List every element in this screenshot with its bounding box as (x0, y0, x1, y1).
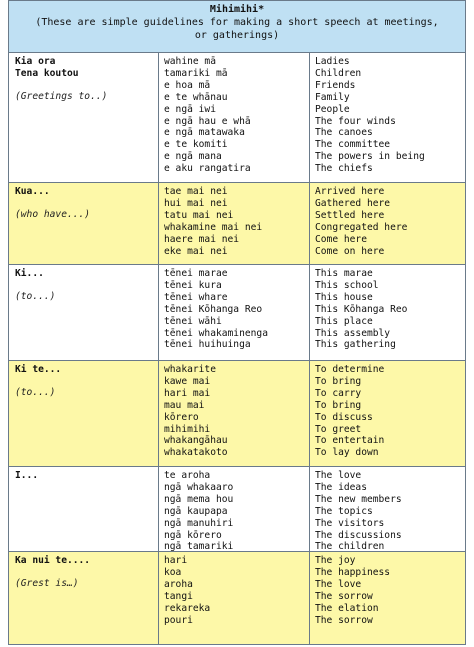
table-section (9, 552, 465, 644)
english-term: To discuss (315, 411, 373, 423)
english-term: Ladies (315, 56, 350, 67)
english-term: To determine (315, 364, 385, 375)
table-section (9, 361, 465, 467)
english-term: The canoes (315, 127, 373, 139)
maori-term: mau mai (164, 399, 205, 411)
english-term: To lay down (315, 447, 379, 459)
maori-term: e te whānau (164, 91, 228, 103)
english-term: Congregated here (315, 221, 408, 233)
table-body (9, 53, 465, 644)
english-term: Come here (315, 233, 367, 245)
lead-phrase: Ka nui te.... (15, 555, 91, 566)
english-term: This house (315, 291, 373, 303)
maori-column (159, 183, 310, 264)
english-term: The four winds (315, 115, 396, 127)
english-term: People (315, 103, 350, 115)
maori-term: e ngā mana (164, 151, 222, 163)
phrase-translation-note: (to...) (15, 290, 56, 302)
maori-term: haere mai nei (164, 233, 240, 245)
english-term: Arrived here (315, 186, 385, 197)
table-header (9, 1, 465, 53)
lead-phrase: Kia ora (15, 56, 56, 67)
english-term: To entertain (315, 435, 385, 447)
english-term: Gathered here (315, 197, 391, 209)
english-column (310, 183, 465, 264)
maori-term: rekareka (164, 602, 211, 614)
english-term: The ideas (315, 481, 367, 493)
english-term: The new members (315, 493, 402, 505)
english-term: The joy (315, 555, 356, 566)
phrase-column (9, 552, 159, 644)
speech-guide-table (8, 0, 466, 645)
maori-term: whakangāhau (164, 435, 228, 447)
maori-term: e ngā matawaka (164, 127, 245, 139)
english-term: This Kōhanga Reo (315, 303, 408, 315)
maori-term: e te komiti (164, 139, 228, 151)
maori-term: aroha (164, 578, 193, 590)
maori-column (159, 53, 310, 182)
maori-term: tēnei huihuinga (164, 339, 251, 351)
english-term: Come on here (315, 245, 385, 257)
maori-term: ngā mema hou (164, 493, 234, 505)
english-term: To bring (315, 375, 362, 387)
maori-term: tangi (164, 590, 193, 602)
english-term: The discussions (315, 529, 402, 541)
maori-term: hui mai nei (164, 197, 228, 209)
maori-term: kawe mai (164, 375, 211, 387)
maori-term: mihimihi (164, 423, 211, 435)
english-term: This place (315, 315, 373, 327)
maori-term: whakamine mai nei (164, 221, 263, 233)
table-section (9, 265, 465, 361)
english-term: The powers in being (315, 151, 425, 163)
maori-term: tēnei marae (164, 268, 228, 279)
english-column (310, 53, 465, 182)
english-term: Children (315, 67, 362, 79)
table-title: Mihimihi* (209, 4, 265, 15)
maori-term: hari (164, 555, 188, 566)
maori-term: tēnei wāhi (164, 315, 222, 327)
lead-phrase: Kua... (15, 186, 50, 197)
maori-term: ngā whakaaro (164, 481, 234, 493)
maori-term: ngā kōrero (164, 529, 222, 541)
maori-term: eke mai nei (164, 245, 228, 257)
phrase-translation-note: (Greetings to..) (15, 90, 108, 102)
maori-term: pouri (164, 614, 193, 626)
table-section (9, 53, 465, 183)
english-column (310, 361, 465, 466)
phrase-translation-note: (to...) (15, 386, 56, 398)
maori-term: te aroha (164, 470, 211, 481)
phrase-column (9, 183, 159, 264)
maori-term: hari mai (164, 387, 211, 399)
english-column (310, 467, 465, 551)
maori-term: tēnei kura (164, 279, 222, 291)
maori-term: whakarite (164, 364, 216, 375)
english-term: The sorrow (315, 590, 373, 602)
maori-term: e aku rangatira (164, 163, 251, 175)
english-term: The love (315, 470, 362, 481)
lead-phrase: Ki... (15, 268, 44, 279)
phrase-column (9, 53, 159, 182)
english-term: The committee (315, 139, 391, 151)
maori-term: tēnei whakaminenga (164, 327, 268, 339)
maori-column (159, 552, 310, 644)
english-term: The children (315, 541, 385, 551)
english-term: To bring (315, 399, 362, 411)
english-term: This school (315, 279, 379, 291)
english-term: This assembly (315, 327, 391, 339)
english-term: The topics (315, 505, 373, 517)
maori-term: e ngā iwi (164, 103, 216, 115)
english-term: Friends (315, 79, 356, 91)
maori-term: whakatakoto (164, 447, 228, 459)
maori-term: ngā manuhiri (164, 517, 234, 529)
english-term: To greet (315, 423, 362, 435)
maori-term: tēnei whare (164, 291, 228, 303)
phrase-column (9, 467, 159, 551)
english-term: This gathering (315, 339, 396, 351)
english-term: Settled here (315, 209, 385, 221)
english-column (310, 265, 465, 360)
english-term: The love (315, 578, 362, 590)
lead-phrase: Tena koutou (15, 67, 79, 79)
english-term: The visitors (315, 517, 385, 529)
english-term: The sorrow (315, 614, 373, 626)
maori-term: e ngā hau e whā (164, 115, 251, 127)
table-section (9, 467, 465, 552)
maori-term: ngā tamariki (164, 541, 234, 551)
english-term: The happiness (315, 566, 391, 578)
table-subtitle-line-1: (These are simple guidelines for making a short speech at meetings, (35, 17, 439, 28)
table-subtitle-line-2: or gatherings) (194, 30, 280, 41)
maori-term: koa (164, 566, 182, 578)
english-term: To carry (315, 387, 362, 399)
phrase-translation-note: (who have...) (15, 208, 91, 220)
maori-term: ngā kaupapa (164, 505, 228, 517)
phrase-column (9, 265, 159, 360)
english-term: Family (315, 91, 350, 103)
lead-phrase: Ki te... (15, 364, 62, 375)
english-column (310, 552, 465, 644)
maori-term: tae mai nei (164, 186, 228, 197)
maori-term: tamariki mā (164, 67, 228, 79)
maori-term: wahine mā (164, 56, 216, 67)
maori-term: e hoa mā (164, 79, 211, 91)
maori-term: tēnei Kōhanga Reo (164, 303, 263, 315)
maori-term: kōrero (164, 411, 199, 423)
phrase-translation-note: (Grest is…) (15, 577, 79, 589)
maori-column (159, 467, 310, 551)
english-term: This marae (315, 268, 373, 279)
phrase-column (9, 361, 159, 466)
table-section (9, 183, 465, 265)
maori-term: tatu mai nei (164, 209, 234, 221)
maori-column (159, 361, 310, 466)
maori-column (159, 265, 310, 360)
english-term: The chiefs (315, 163, 373, 175)
english-term: The elation (315, 602, 379, 614)
lead-phrase: I... (15, 470, 39, 481)
